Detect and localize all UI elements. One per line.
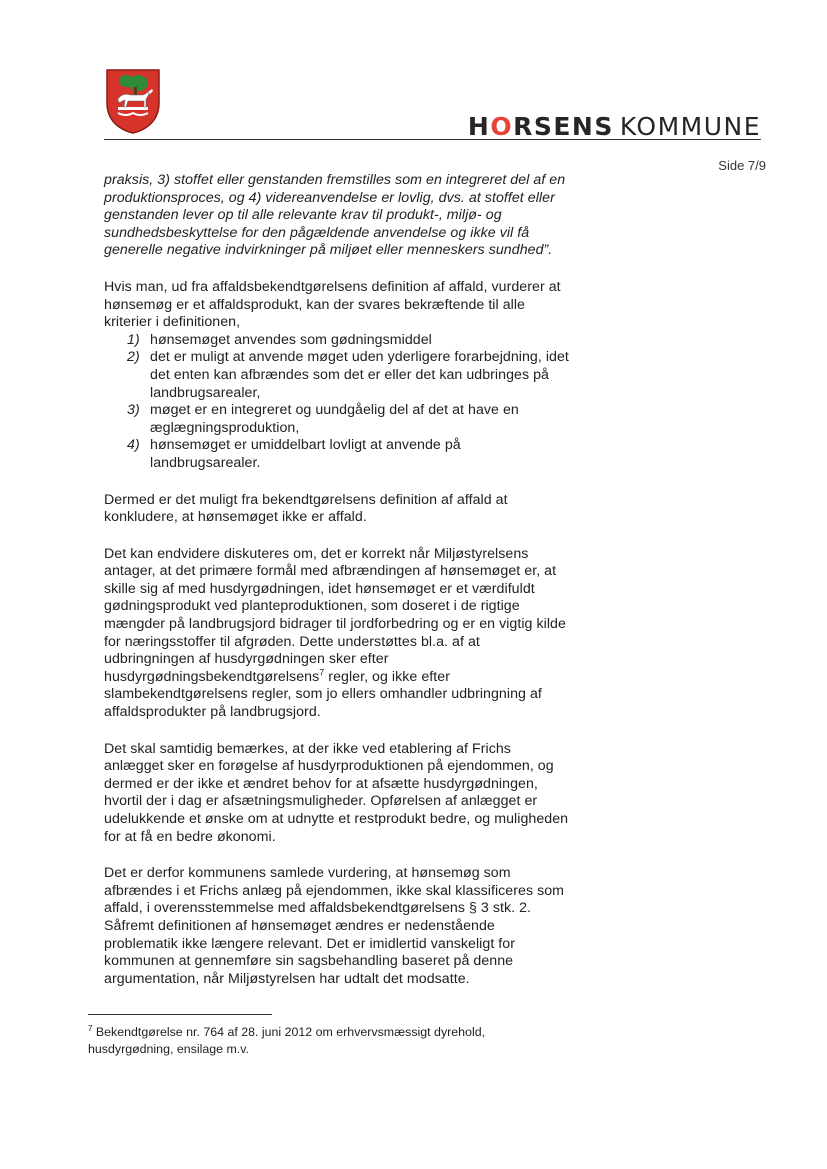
page-number: Side 7/9	[718, 158, 766, 173]
list-item: 2) det er muligt at anvende møget uden yderligere forarbejdning, idet det enten kan afbrændes som det er eller det kan udbringes på landbrugsarealer,	[127, 349, 569, 401]
paragraph: Det skal samtidig bemærkes, at der ikke ved etablering af Frichs anlægget sker en forøgelse af husdyrproduktionen på ejendommen, og dermed er der ikke et ændret behov for at afsætte husdyrgødningen, hvortil der i dag er afsætningsmuligheder. Opførelsen af anlægget er udelukkende et ønske om at udnytte et restprodukt bedre, og muligheden for at få en bedre økonomi.	[104, 740, 569, 845]
horsens-coat-of-arms-icon	[104, 67, 162, 135]
footnote-reference: 7	[319, 667, 325, 678]
paragraph: Dermed er det muligt fra bekendtgørelsens definition af affald at konkludere, at hønsemøget ikke er affald.	[104, 491, 508, 526]
list-item: 4) hønsemøget er umiddelbart lovligt at anvende på landbrugsarealer.	[127, 437, 461, 471]
footnote-rule	[88, 1014, 272, 1015]
list-item: 3) møget er en integreret og uundgåelig del af det at have en æglægningsproduktion,	[127, 402, 519, 436]
brand-wordmark: HORSENS KOMMUNE	[467, 112, 761, 141]
criteria-list	[104, 332, 570, 473]
footnote: $^7$ Bekendtgørelse nr. 764 af 28. juni 2012 om erhvervsmæssigt dyrehold, husdyrgødning, ensilage m.v.	[88, 1023, 486, 1056]
paragraph: Det kan endvidere diskuteres om, det er korrekt når Miljøstyrelsens antager, at det primære formål med afbrændingen af hønsemøget er, at skille sig af med husdyrgødningen, idet hønsemøget er et værdifuldt gødningsprodukt ved planteproduktionen, som doseret i de rigtige mængder på landbrugsjord bidrager til jordforbedring og er en vigtig kilde for næringsstoffer til afgrøden. Dette understøttes bl.a. af at udbringningen af husdyrgødningen sker efter husdyrgødningsbekendtgørelsens$^7$ regler, og ikke efter slambekendtgørelsens regler, som jo ellers omhandler udbringning af affaldsprodukter på landbrugsjord.	[104, 545, 566, 721]
paragraph: Det er derfor kommunens samlede vurdering, at hønsemøg som afbrændes i et Frichs anlæg på ejendommen, ikke skal klassificeres som affald, i overensstemmelse med affaldsbekendtgørelsens § 3 stk. 2. Såfremt definitionen af hønsemøget ændres er nedenstående problematik ikke længere relevant. Det er imidlertid vanskeligt for kommunen at gennemføre sin sagsbehandling baseret på denne argumentation, når Miljøstyrelsen har udtalt det modsatte.	[104, 865, 565, 987]
quoted-definition: praksis, 3) stoffet eller genstanden fremstilles som en integreret del af en produktionsproces, og 4) videreanvendelse er lovlig, dvs. at stoffet eller genstanden lever op til alle relevante krav til produkt-, miljø- og sundhedsbeskyttelse for den pågældende anvendelse og ikke vil få generelle negative indvirkninger på miljøet eller menneskers sundhed”.	[104, 172, 566, 259]
header-rule	[104, 139, 761, 140]
paragraph: Hvis man, ud fra affaldsbekendtgørelsens definition af affald, vurderer at hønsemøg er et affaldsprodukt, kan der svares bekræftende til alle kriterier i definitionen,	[104, 278, 561, 331]
list-item: 1) hønsemøget anvendes som gødningsmiddel	[127, 331, 432, 348]
letter-body	[104, 172, 570, 1007]
